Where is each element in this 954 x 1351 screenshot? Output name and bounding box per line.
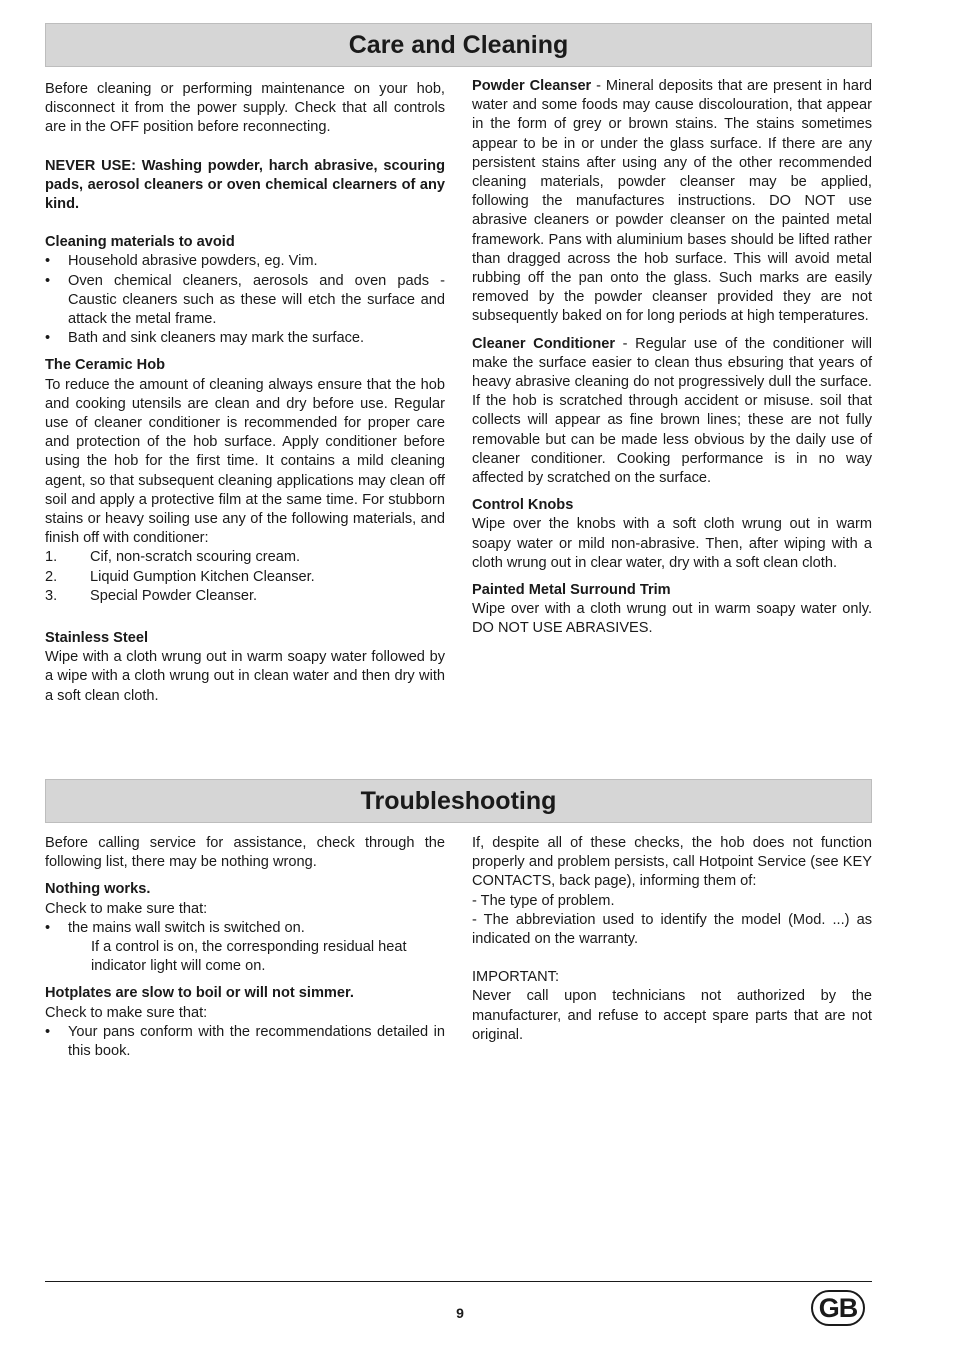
trim-heading: Painted Metal Surround Trim [472, 582, 671, 599]
page-number: 9 [456, 1305, 464, 1321]
important-text: Never call upon technicians not authorized by the manufacturer, and refuse to accept spare parts that are not original. [472, 988, 872, 1043]
slow-boil-list [45, 1023, 445, 1061]
knobs-heading: Control Knobs [472, 497, 574, 514]
care-right-column [472, 77, 872, 639]
dash-item-model: - The abbreviation used to identify the model (Mod. ...) as indicated on the warranty. [472, 911, 872, 948]
slow-boil-heading: Hotplates are slow to boil or will not simmer. [45, 985, 354, 1002]
troubleshooting-title: Troubleshooting [360, 786, 557, 815]
nothing-check-text: Check to make sure that: [45, 900, 208, 917]
despite-text: If, despite all of these checks, the hob does not function properly and problem persists, call Hotpoint Service (see KEY CONTACTS, back page), informing them of: [472, 835, 872, 890]
list-item: 1. Cif, non-scratch scouring cream. [45, 549, 301, 566]
list-item: • the mains wall switch is switched on. [45, 919, 445, 938]
nothing-works-heading: Nothing works. [45, 881, 151, 898]
powder-paragraph [472, 77, 872, 327]
trim-text: Wipe over with a cloth wrung out in warm soapy water only. DO NOT USE ABRASIVES. [472, 601, 872, 637]
troubleshooting-banner [45, 779, 872, 823]
steel-heading: Stainless Steel [45, 630, 149, 647]
avoid-list [45, 252, 445, 348]
list-item: 2. Liquid Gumption Kitchen Cleanser. [45, 568, 315, 585]
slow-check-text: Check to make sure that: [45, 1004, 208, 1021]
residual-heat-note: If a control is on, the corresponding residual heat indicator light will come on. [91, 939, 407, 975]
ceramic-text: To reduce the amount of cleaning always ensure that the hob and cooking utensils are clean and dry before use. Regular use of cleaner conditioner is recommended for proper care and protection of the hob surface. Apply conditioner before using the hob for the first time. It contains a mild cleaning agent, so that subsequent cleaning applications may clean off soil and apply a protective film at the same time. For stubborn stains or heavy soiling use any of the following materials, and finish off with conditioner: [45, 376, 445, 547]
avoid-heading: Cleaning materials to avoid [45, 234, 235, 251]
dash-item-problem: - The type of problem. [472, 892, 615, 909]
trouble-right-column [472, 834, 872, 1045]
list-item: • Household abrasive powders, eg. Vim. [45, 252, 445, 271]
list-item: • Your pans conform with the recommendations detailed in this book. [45, 1023, 445, 1061]
trouble-intro: Before calling service for assistance, check through the following list, there may be nothing wrong. [45, 835, 445, 871]
steel-text: Wipe with a cloth wrung out in warm soapy water followed by a wipe with a cloth wrung out in clean water and then dry with a soft clean cloth. [45, 649, 445, 704]
never-use-warning: NEVER USE: Washing powder, harch abrasive, scouring pads, aerosol cleaners or oven chemical clearners of any kind. [45, 157, 445, 213]
conditioner-heading: Cleaner Conditioner [472, 335, 616, 352]
list-item: • Oven chemical cleaners, aerosols and oven pads - Caustic cleaners such as these will etch the surface and attack the metal frame. [45, 272, 445, 330]
ceramic-heading: The Ceramic Hob [45, 357, 166, 374]
trouble-left-column [45, 834, 445, 1061]
footer-divider [45, 1281, 872, 1282]
care-cleaning-title: Care and Cleaning [348, 30, 569, 59]
powder-heading: Powder Cleanser [472, 78, 592, 94]
language-badge: GB [811, 1290, 865, 1326]
list-item: 3. Special Powder Cleanser. [45, 587, 258, 604]
powder-text: - Mineral deposits that are present in hard water and some foods may cause discolouration, that appear in the form of grey or brown stains. The stains sometimes appear to be in or under the glass surface. If there are any persistent stains after using any of the other recommended cleaning materials, powder cleanser may be applied, following the manufactures instructions. DO NOT use abrasive cleaners or powder cleanser on the painted metal framework. Pans with aluminium bases should be lifted rather than dragged across the hob surface. This will avoid metal rubbing off the pan onto the glass. Such marks are easily removed by the powder cleanser provided they are not subsequently baked on for long periods at high temperatures. [472, 78, 873, 325]
care-left-column [45, 80, 445, 706]
care-cleaning-banner [45, 23, 872, 67]
conditioner-paragraph [472, 335, 872, 489]
list-item: • Bath and sink cleaners may mark the surface. [45, 329, 445, 348]
important-label: IMPORTANT: [472, 969, 560, 986]
knobs-text: Wipe over the knobs with a soft cloth wrung out in warm soapy water or mild non-abrasive. Then, after wiping with a cloth wrung out in clear water, dry with a soft clean cloth. [472, 516, 872, 571]
ceramic-materials-list [45, 548, 445, 606]
care-intro: Before cleaning or performing maintenance on your hob, disconnect it from the power supply. Check that all controls are in the OFF position before reconnecting. [45, 81, 445, 136]
nothing-works-list [45, 919, 445, 938]
conditioner-text: - Regular use of the conditioner will make the surface easier to clean thus ebsuring that years of heavy abrasive cleaning do not progressively dull the surface. If the hob is scratched through accident or misuse. soil that collects will appear as fine brown lines; these are not fully removable but can be made less obvious by the daily use of cleaner conditioner. Cooking performance is in no way affected by scratched on the surface. [472, 335, 873, 487]
